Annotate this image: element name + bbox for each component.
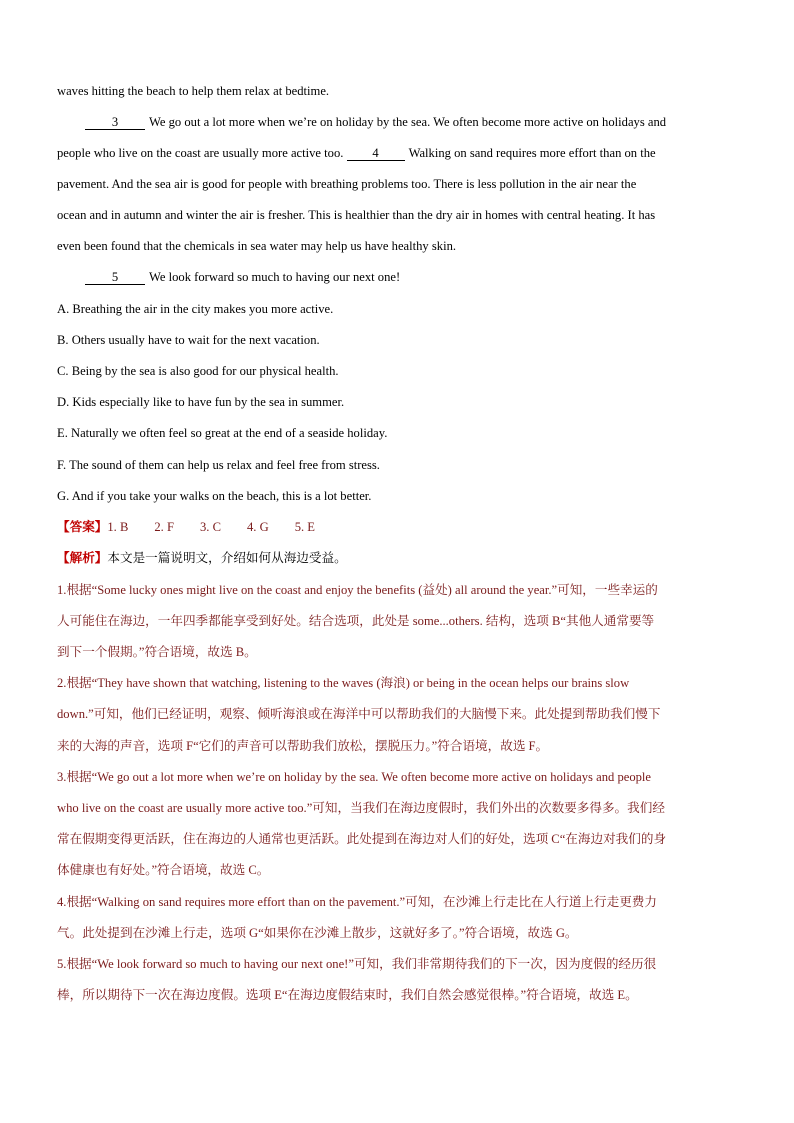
analysis-line: 来的大海的声音，选项 F“它们的声音可以帮助我们放松，摆脱压力。”符合语境，故选 F。	[57, 739, 549, 753]
answer-item: 1. B	[107, 520, 129, 534]
passage-text: Walking on sand requires more effort than on the	[408, 146, 656, 160]
passage-line: even been found that the chemicals in sea water may help us have healthy skin.	[57, 239, 457, 253]
answer-label: 【答案】	[57, 520, 108, 534]
answer-key	[57, 512, 737, 543]
analysis-line: 2.根据“They have shown that watching, listening to the waves (海浪) or being in the ocean helps our brains slow	[57, 676, 630, 690]
answer-item: 4. G	[246, 520, 269, 534]
analysis-label: 【解析】	[57, 551, 108, 565]
option-f: F. The sound of them can help us relax and feel free from stress.	[57, 458, 380, 472]
answer-item: 3. C	[199, 520, 221, 534]
passage-text: people who live on the coast are usually more active too.	[57, 146, 344, 160]
option-b: B. Others usually have to wait for the next vacation.	[57, 333, 320, 347]
passage-text: We go out a lot more when we’re on holiday by the sea. We often become more active on holidays and	[149, 115, 667, 129]
passage-paragraph-3-line-2	[57, 138, 737, 169]
passage-paragraph-4	[57, 262, 737, 293]
analysis-line: 5.根据“We look forward so much to having our next one!”可知，我们非常期待我们的下一次，因为度假的经历很	[57, 957, 657, 971]
blank-5: 5	[85, 270, 145, 285]
analysis-line: who live on the coast are usually more active too.”可知，当我们在海边度假时，我们外出的次数要多得多。我们经	[57, 801, 665, 815]
passage-text: We look forward so much to having our next one!	[149, 270, 401, 284]
analysis-line: 气。此处提到在沙滩上行走，选项 G“如果你在沙滩上散步，这就好多了。”符合语境，故选 G。	[57, 926, 578, 940]
analysis-line: 3.根据“We go out a lot more when we’re on holiday by the sea. We often become more active on holidays and people	[57, 770, 652, 784]
analysis-line: down.”可知，他们已经证明，观察、倾听海浪或在海洋中可以帮助我们的大脑慢下来。此处提到帮助我们慢下	[57, 707, 661, 721]
passage-paragraph-3-line-1	[57, 107, 737, 138]
answer-item: 2. F	[154, 520, 174, 534]
analysis-line: 体健康也有好处。”符合语境，故选 C。	[57, 863, 270, 877]
blank-4: 4	[347, 146, 405, 161]
answer-item: 5. E	[294, 520, 315, 534]
option-g: G. And if you take your walks on the beach, this is a lot better.	[57, 489, 372, 503]
passage-line: pavement. And the sea air is good for people with breathing problems too. There is less pollution in the air near the	[57, 177, 637, 191]
analysis-intro: 本文是一篇说明文，介绍如何从海边受益。	[107, 551, 347, 565]
passage-line: ocean and in autumn and winter the air is fresher. This is healthier than the dry air in homes with central heating. It has	[57, 208, 656, 222]
blank-3: 3	[85, 115, 145, 130]
analysis-line: 1.根据“Some lucky ones might live on the coast and enjoy the benefits (益处) all around the year.”可知，一些幸运的	[57, 583, 658, 597]
analysis-line: 人可能住在海边，一年四季都能享受到好处。结合选项，此处是 some...others. 结构，选项 B“其他人通常要等	[57, 614, 655, 628]
option-c: C. Being by the sea is also good for our physical health.	[57, 364, 339, 378]
analysis-line: 棒，所以期待下一次在海边度假。选项 E“在海边度假结束时，我们自然会感觉很棒。”符合语境，故选 E。	[57, 988, 638, 1002]
analysis-header	[57, 543, 737, 574]
passage-line: waves hitting the beach to help them relax at bedtime.	[57, 84, 330, 98]
analysis-line: 到下一个假期。”符合语境，故选 B。	[57, 645, 257, 659]
option-a: A. Breathing the air in the city makes you more active.	[57, 302, 334, 316]
analysis-line: 4.根据“Walking on sand requires more effort than on the pavement.”可知，在沙滩上行走比在人行道上行走更费力	[57, 895, 657, 909]
option-d: D. Kids especially like to have fun by the sea in summer.	[57, 395, 345, 409]
analysis-line: 常在假期变得更活跃，住在海边的人通常也更活跃。此处提到在海边对人们的好处，选项 C“在海边对我们的身	[57, 832, 667, 846]
option-e: E. Naturally we often feel so great at the end of a seaside holiday.	[57, 426, 388, 440]
